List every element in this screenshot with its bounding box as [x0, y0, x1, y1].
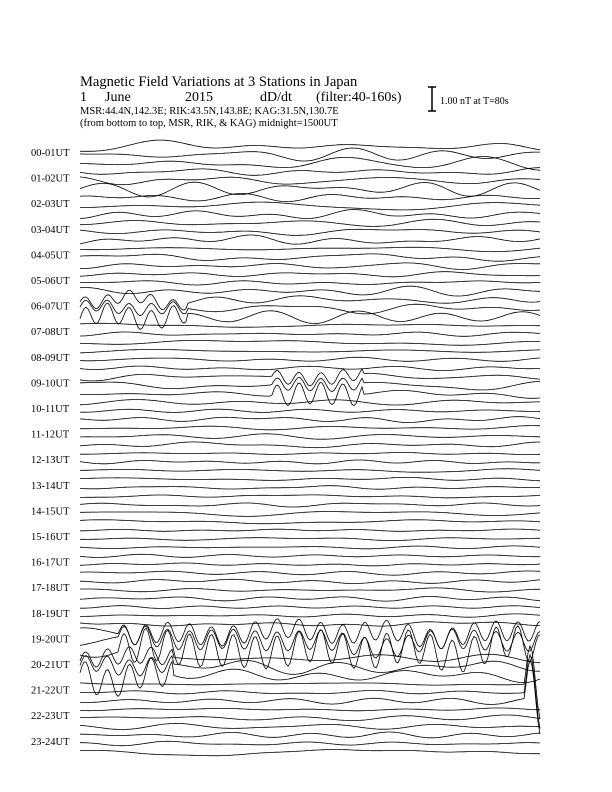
trace-msr-hour-1	[80, 182, 540, 197]
hour-label: 10-11UT	[31, 404, 70, 415]
trace-kag-hour-4	[80, 247, 540, 251]
trace-rik-hour-10	[80, 409, 540, 412]
trace-msr-hour-20	[80, 658, 540, 696]
trace-kag-hour-7	[80, 323, 540, 327]
trace-msr-hour-15	[80, 546, 540, 549]
hour-label: 14-15UT	[31, 506, 70, 518]
trace-rik-hour-7	[80, 332, 540, 336]
trace-msr-hour-22	[80, 723, 540, 729]
trace-rik-hour-12	[80, 460, 540, 464]
trace-rik-hour-11	[80, 434, 540, 439]
trace-msr-hour-14	[80, 520, 540, 524]
hour-label: 04-05UT	[31, 250, 70, 262]
trace-rik-hour-13	[80, 486, 540, 490]
date-year: 2015	[185, 90, 213, 105]
trace-msr-hour-23	[80, 750, 540, 756]
trace-kag-hour-5	[80, 272, 540, 277]
trace-rik-hour-18	[80, 614, 540, 617]
trace-kag-hour-13	[80, 477, 540, 480]
hour-label: 08-09UT	[31, 352, 70, 364]
trace-rik-hour-5	[80, 281, 540, 285]
trace-msr-hour-7	[80, 340, 540, 345]
trace-kag-hour-12	[80, 452, 540, 454]
hour-label: 18-19UT	[31, 608, 70, 620]
trace-msr-hour-13	[80, 495, 540, 498]
trace-rik-hour-4	[80, 254, 540, 261]
trace-rik-hour-0	[80, 148, 540, 161]
trace-kag-hour-9	[80, 369, 540, 386]
trace-kag-hour-0	[80, 140, 540, 151]
trace-rik-hour-22	[80, 715, 540, 721]
hour-label: 03-04UT	[31, 224, 70, 236]
hour-label: 15-16UT	[31, 532, 70, 543]
trace-msr-hour-3	[80, 235, 540, 244]
hour-label: 11-12UT	[31, 429, 70, 441]
trace-msr-hour-4	[80, 263, 540, 270]
scale-bar-label: 1.00 nT at T=80s	[440, 96, 509, 107]
hour-label: 01-02UT	[31, 173, 70, 185]
trace-msr-hour-8	[80, 366, 540, 370]
scale-bar	[428, 87, 436, 111]
trace-kag-hour-2	[80, 194, 540, 202]
component-label: dD/dt	[260, 90, 292, 105]
hour-label: 00-01UT	[31, 148, 70, 159]
station-coordinates: MSR:44.4N,142.3E; RIK:43.5N,143.8E; KAG:31.5N,130.7E	[80, 106, 339, 117]
hour-label: 06-07UT	[31, 301, 70, 313]
trace-msr-hour-21	[80, 660, 540, 734]
trace-kag-hour-1	[80, 168, 540, 176]
hour-label: 23-24UT	[31, 736, 70, 748]
trace-msr-hour-10	[80, 417, 540, 423]
trace-rik-hour-16	[80, 563, 540, 566]
trace-rik-hour-9	[80, 378, 540, 392]
filter-label: (filter:40-160s)	[316, 90, 402, 105]
trace-rik-hour-19	[80, 626, 540, 658]
trace-msr-hour-18	[80, 622, 540, 626]
trace-kag-hour-21	[80, 646, 540, 719]
trace-kag-hour-11	[80, 426, 540, 430]
hour-labels	[31, 148, 70, 748]
trace-msr-hour-17	[80, 597, 540, 602]
hour-label: 07-08UT	[31, 327, 70, 339]
trace-kag-hour-18	[80, 606, 540, 609]
trace-msr-hour-12	[80, 469, 540, 473]
trace-kag-hour-14	[80, 503, 540, 507]
trace-rik-hour-21	[80, 655, 540, 729]
trace-rik-hour-14	[80, 512, 540, 517]
trace-rik-hour-8	[80, 357, 540, 361]
hour-label: 12-13UT	[31, 455, 70, 467]
trace-rik-hour-1	[80, 177, 540, 185]
trace-msr-hour-0	[80, 157, 540, 171]
trace-msr-hour-2	[80, 210, 540, 219]
trace-msr-hour-11	[80, 442, 540, 448]
hour-label: 09-10UT	[31, 378, 70, 390]
trace-rik-hour-17	[80, 588, 540, 592]
hour-label: 21-22UT	[31, 685, 70, 697]
chart-header	[80, 74, 509, 129]
trace-rik-hour-15	[80, 538, 540, 541]
trace-kag-hour-6	[80, 290, 540, 310]
hour-label: 13-14UT	[31, 480, 70, 492]
trace-rik-hour-23	[80, 741, 540, 745]
trace-rik-hour-2	[80, 202, 540, 210]
hour-label: 02-03UT	[31, 199, 70, 211]
traces	[80, 140, 540, 756]
trace-kag-hour-23	[80, 732, 540, 738]
date-day: 1	[80, 90, 87, 105]
trace-rik-hour-3	[80, 229, 540, 235]
hour-label: 05-06UT	[31, 276, 70, 287]
hour-label: 17-18UT	[31, 583, 70, 595]
trace-kag-hour-15	[80, 529, 540, 531]
trace-kag-hour-3	[80, 219, 540, 226]
hour-label: 20-21UT	[31, 660, 70, 671]
hour-label: 19-20UT	[31, 634, 70, 646]
trace-kag-hour-8	[80, 349, 540, 353]
chart-title: Magnetic Field Variations at 3 Stations in Japan	[80, 74, 358, 90]
trace-msr-hour-5	[80, 286, 540, 296]
hour-label: 16-17UT	[31, 557, 70, 569]
trace-kag-hour-22	[80, 708, 540, 711]
hour-label: 22-23UT	[31, 711, 70, 723]
trace-msr-hour-16	[80, 571, 540, 575]
trace-kag-hour-17	[80, 579, 540, 583]
station-order-note: (from bottom to top, MSR, RIK, & KAG) midnight=1500UT	[80, 118, 338, 129]
trace-kag-hour-16	[80, 554, 540, 557]
date-month: June	[105, 90, 131, 105]
